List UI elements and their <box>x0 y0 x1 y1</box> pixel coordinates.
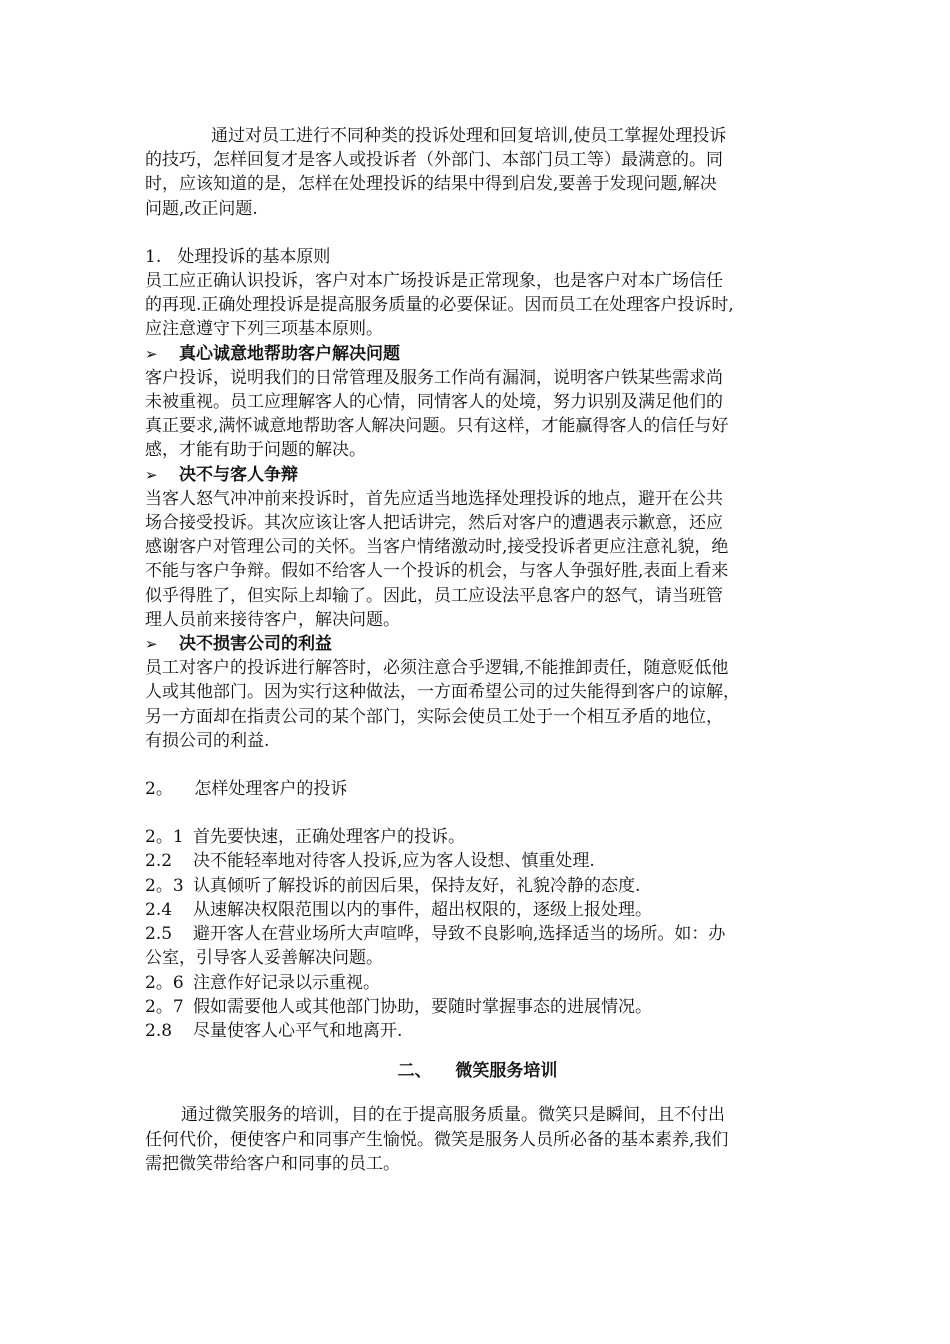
intro-line: 时，应该知道的是，怎样在处理投诉的结果中得到启发,要善于发现问题,解决 <box>145 174 717 195</box>
principle-line: 另一方面却在指责公司的某个部门，实际会使员工处于一个相互矛盾的地位， <box>145 706 723 727</box>
principle-title: 决不与客人争辩 <box>179 464 298 485</box>
principle-line: 感谢客户对管理公司的关怀。当客户情绪激动时,接受投诉者更应注意礼貌，绝 <box>145 537 729 558</box>
principle-line: 场合接受投诉。其次应该让客人把话讲完，然后对客户的遭遇表示歉意，还应 <box>145 513 723 534</box>
section-1-line: 的再现.正确处理投诉是提高服务质量的必要保证。因而员工在处理客户投诉时, <box>145 295 734 316</box>
item-number: 2.2 <box>145 851 173 872</box>
list-item <box>145 1019 810 1043</box>
principle-1 <box>145 342 810 463</box>
part-2-line: 需把微笑带给客户和同事的员工。 <box>145 1153 400 1174</box>
intro-line: 问题,改正问题. <box>145 198 258 219</box>
section-2 <box>145 777 810 1043</box>
item-number: 2.5 <box>145 924 173 945</box>
section-1-line: 应注意遵守下列三项基本原则。 <box>145 319 383 340</box>
item-text: 注意作好记录以示重视。 <box>193 972 380 993</box>
list-item <box>145 922 810 946</box>
list-item <box>145 874 810 898</box>
section-1-heading: 1. 处理投诉的基本原则 <box>145 246 331 267</box>
principle-line: 当客人怒气冲冲前来投诉时，首先应适当地选择处理投诉的地点，避开在公共 <box>145 488 723 509</box>
section-2-heading: 2。 怎样处理客户的投诉 <box>145 779 348 800</box>
section-1 <box>145 245 810 342</box>
item-number: 2。3 <box>145 875 184 896</box>
principle-line: 人或其他部门。因为实行这种做法，一方面希望公司的过失能得到客户的谅解， <box>145 682 740 703</box>
principle-line: 不能与客户争辩。假如不给客人一个投诉的机会，与客人争强好胜,表面上看来 <box>145 561 729 582</box>
part-2-paragraph <box>145 1103 810 1176</box>
principle-heading <box>145 463 810 487</box>
list-item <box>145 849 810 873</box>
item-text: 首先要快速，正确处理客户的投诉。 <box>193 827 465 848</box>
part-2-line: 任何代价，便使客户和同事产生愉悦。微笑是服务人员所必备的基本素养,我们 <box>145 1129 729 1150</box>
principle-line: 未被重视。员工应理解客人的心情，同情客人的处境，努力识别及满足他们的 <box>145 392 723 413</box>
intro-line: 的技巧，怎样回复才是客人或投诉者（外部门、本部门员工等）最满意的。同 <box>145 150 723 171</box>
intro-paragraph <box>145 124 810 221</box>
list-item <box>145 995 810 1019</box>
item-text: 从速解决权限范围以内的事件，超出权限的，逐级上报处理。 <box>193 899 652 920</box>
principle-title: 真心诚意地帮助客户解决问题 <box>179 343 400 364</box>
list-item <box>145 825 810 849</box>
document-body <box>145 124 810 1176</box>
principle-line: 感，才能有助于问题的解决。 <box>145 440 366 461</box>
principle-line: 理人员前来接待客户，解决问题。 <box>145 609 400 630</box>
part-2-line: 通过微笑服务的培训，目的在于提高服务质量。微笑只是瞬间，且不付出 <box>181 1105 725 1126</box>
item-text: 尽量使客人心平气和地离开. <box>193 1020 403 1041</box>
principle-line: 真正要求,满怀诚意地帮助客人解决问题。只有这样，才能赢得客人的信任与好 <box>145 416 729 437</box>
item-number: 2.4 <box>145 899 173 920</box>
principle-line: 员工对客户的投诉进行解答时，必须注意合乎逻辑,不能推卸责任，随意贬低他 <box>145 658 729 679</box>
principle-2 <box>145 463 810 632</box>
intro-line: 通过对员工进行不同种类的投诉处理和回复培训,使员工掌握处理投诉 <box>211 126 727 146</box>
principle-line: 似乎得胜了，但实际上却输了。因此，员工应设法平息客户的怒气，请当班管 <box>145 585 723 606</box>
item-number: 2.8 <box>145 1020 173 1041</box>
principle-heading <box>145 342 810 366</box>
item-number: 2。1 <box>145 827 184 848</box>
arrow-bullet-icon: ➢ <box>145 635 158 654</box>
principle-line: 客户投诉，说明我们的日常管理及服务工作尚有漏洞，说明客户铁某些需求尚 <box>145 367 723 388</box>
principle-3 <box>145 632 810 753</box>
principle-line: 有损公司的利益. <box>145 730 270 751</box>
list-item <box>145 971 810 995</box>
item-text: 假如需要他人或其他部门协助，要随时掌握事态的进展情况。 <box>193 996 652 1017</box>
section-1-line: 员工应正确认识投诉，客户对本广场投诉是正常现象，也是客户对本广场信任 <box>145 271 723 292</box>
item-text: 决不能轻率地对待客人投诉,应为客人设想、慎重处理. <box>193 851 595 872</box>
item-text: 认真倾听了解投诉的前因后果，保持友好，礼貌冷静的态度. <box>193 875 641 896</box>
item-number: 2。6 <box>145 972 184 993</box>
item-number: 2。7 <box>145 996 184 1017</box>
arrow-bullet-icon: ➢ <box>145 344 158 363</box>
principle-heading <box>145 632 810 656</box>
arrow-bullet-icon: ➢ <box>145 465 158 484</box>
part-2-title: 二、 微笑服务培训 <box>397 1061 558 1082</box>
principle-title: 决不损害公司的利益 <box>179 634 332 655</box>
item-text: 避开客人在营业场所大声喧哗，导致不良影响,选择适当的场所。如：办 <box>193 924 726 945</box>
list-item-continuation: 公室，引导客人妥善解决问题。 <box>145 948 383 969</box>
list-item <box>145 898 810 922</box>
